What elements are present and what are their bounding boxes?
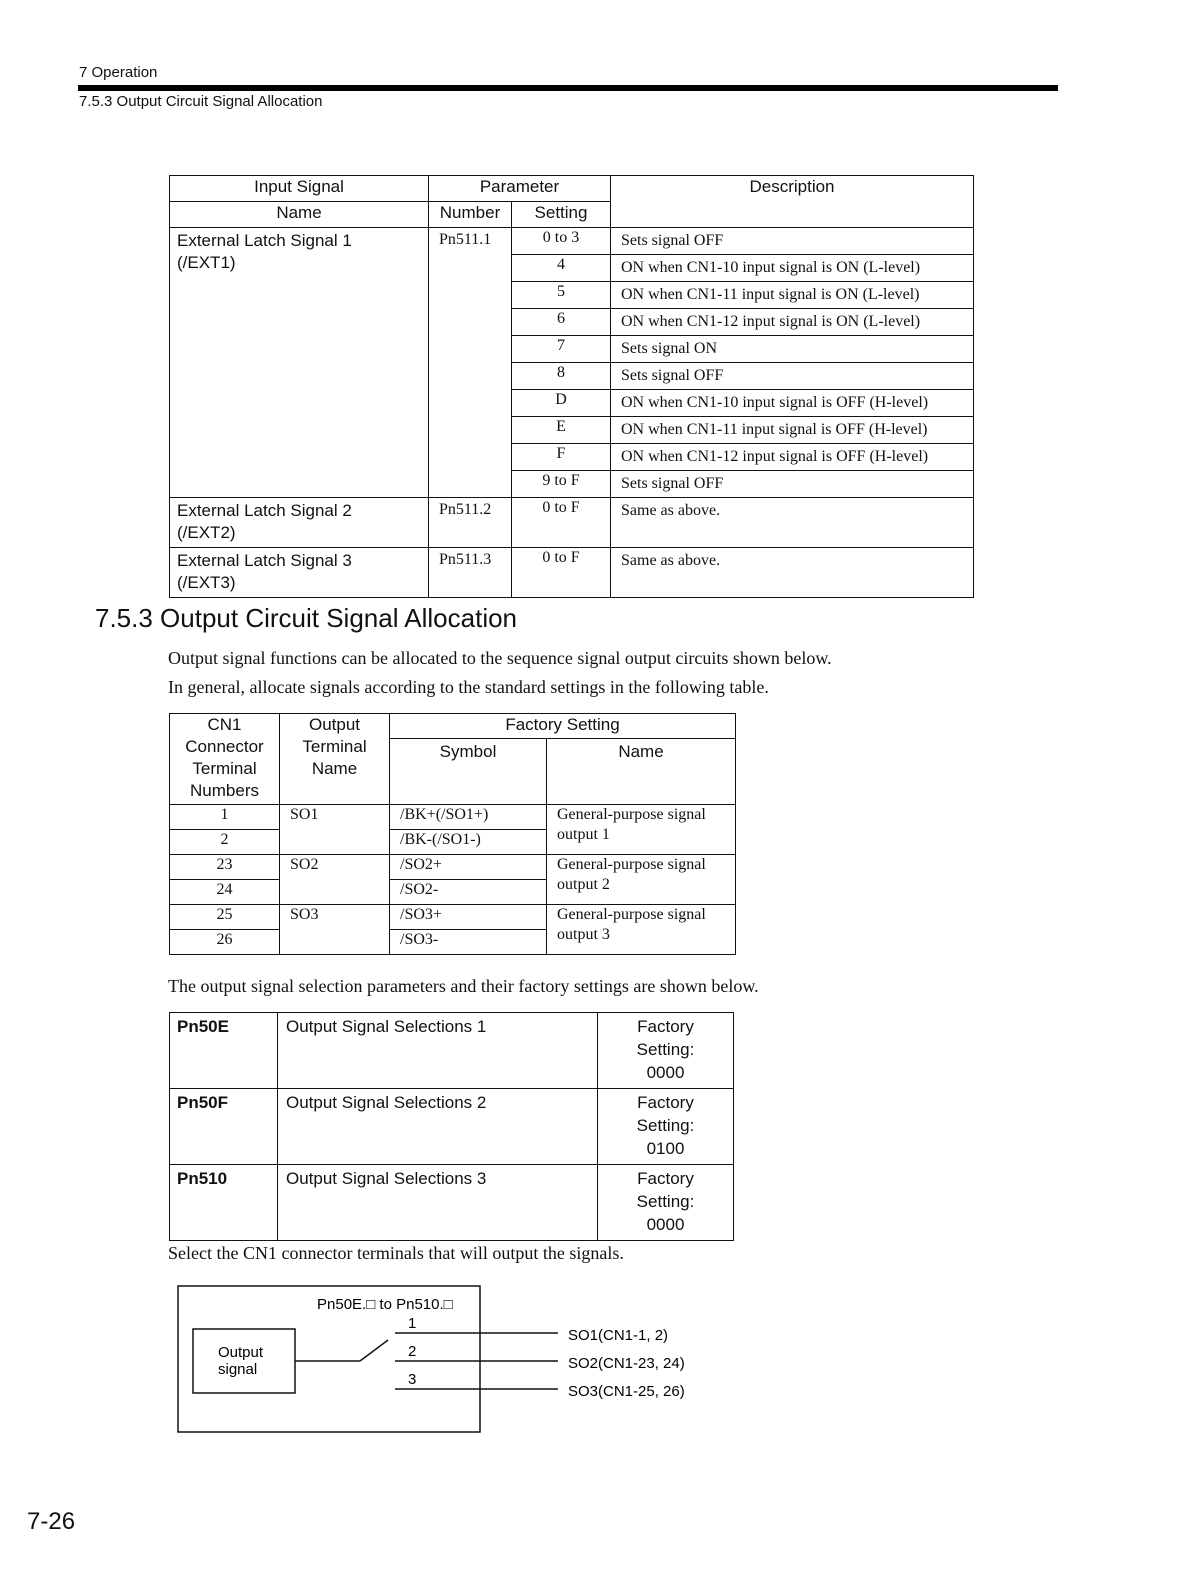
signal-name	[547, 905, 736, 955]
ext1-description: ON when CN1-10 input signal is OFF (H-level)	[611, 390, 974, 417]
ext1-setting: 5	[512, 282, 611, 309]
factory-setting	[598, 1013, 734, 1089]
diagram-param-label: Pn50E.□ to Pn510.□	[317, 1296, 453, 1313]
select-terminal-paragraph: Select the CN1 connector terminals that will output the signals.	[168, 1243, 624, 1263]
output-label-2: SO2(CN1-23, 24)	[568, 1355, 685, 1372]
setting-label: Setting:	[636, 1116, 695, 1135]
output-label-1: SO1(CN1-1, 2)	[568, 1327, 669, 1344]
ext3-description: Same as above.	[611, 548, 974, 598]
ext1-name	[170, 228, 429, 498]
ext1-number: Pn511.1	[429, 228, 512, 498]
signal-name-line2: output 3	[557, 926, 610, 943]
factory-value: 0000	[646, 1063, 685, 1082]
param-id: Pn50E	[170, 1013, 278, 1089]
param-id: Pn50F	[170, 1089, 278, 1165]
cn1-pin: 1	[170, 805, 280, 830]
header-cn1-line: Connector	[185, 737, 264, 756]
intro-paragraph-2: In general, allocate signals according to the standard settings in the following table.	[168, 677, 769, 697]
header-symbol: Symbol	[390, 739, 547, 805]
header-description: Description	[611, 176, 974, 228]
header-parameter: Parameter	[429, 176, 611, 202]
ext3-name	[170, 548, 429, 598]
header-output-line: Output	[308, 715, 361, 734]
signal-name	[547, 855, 736, 905]
section-title: 7.5.3 Output Circuit Signal Allocation	[95, 603, 518, 633]
ext2-name	[170, 498, 429, 548]
switch-position-2: 2	[408, 1343, 417, 1360]
ext1-description: ON when CN1-11 input signal is ON (L-level)	[611, 282, 974, 309]
ext3-number: Pn511.3	[429, 548, 512, 598]
switch-position-1: 1	[408, 1315, 417, 1332]
param-description: Output Signal Selections 2	[278, 1089, 598, 1165]
chapter-label: 7 Operation	[79, 64, 158, 81]
cn1-pin: 25	[170, 905, 280, 930]
ext3-name-line2: (/EXT3)	[177, 573, 236, 592]
header-input-signal: Input Signal	[170, 176, 429, 202]
header-number: Number	[429, 202, 512, 228]
ext1-name-line2: (/EXT1)	[177, 253, 236, 272]
signal-name-line1: General-purpose signal	[557, 856, 706, 873]
header-cn1-terminal	[170, 714, 280, 805]
ext1-setting: 8	[512, 363, 611, 390]
signal-symbol: /BK-(/SO1-)	[390, 830, 547, 855]
ext1-description: ON when CN1-12 input signal is ON (L-level)	[611, 309, 974, 336]
factory-label: Factory	[637, 1169, 694, 1188]
parameter-paragraph: The output signal selection parameters and their factory settings are shown below.	[168, 976, 759, 996]
ext1-name-line1: External Latch Signal 1	[177, 231, 352, 250]
signal-name-line1: General-purpose signal	[557, 906, 706, 923]
ext1-setting: E	[512, 417, 611, 444]
signal-name-line1: General-purpose signal	[557, 806, 706, 823]
ext1-description: ON when CN1-10 input signal is ON (L-level)	[611, 255, 974, 282]
page-number: 7-26	[27, 1508, 76, 1535]
setting-label: Setting:	[636, 1192, 695, 1211]
param-description: Output Signal Selections 3	[278, 1165, 598, 1241]
switch-position-3: 3	[408, 1371, 417, 1388]
signal-symbol: /SO3-	[390, 930, 547, 955]
signal-symbol: /SO2+	[390, 855, 547, 880]
cn1-pin: 2	[170, 830, 280, 855]
ext1-description: Sets signal OFF	[611, 471, 974, 498]
factory-setting	[598, 1165, 734, 1241]
header-cn1-line: Numbers	[190, 781, 259, 800]
header-name: Name	[170, 202, 429, 228]
header-cn1-line: Terminal	[192, 759, 257, 778]
factory-label: Factory	[637, 1093, 694, 1112]
signal-symbol: /SO2-	[390, 880, 547, 905]
param-description: Output Signal Selections 1	[278, 1013, 598, 1089]
signal-name-line2: output 2	[557, 876, 610, 893]
block-label-line2: signal	[218, 1361, 258, 1378]
factory-value: 0000	[646, 1215, 685, 1234]
output-label-3: SO3(CN1-25, 26)	[568, 1383, 685, 1400]
ext1-description: Sets signal ON	[611, 336, 974, 363]
header-factory-name: Name	[547, 739, 736, 805]
output-terminal-name: SO2	[280, 855, 390, 905]
cn1-pin: 24	[170, 880, 280, 905]
signal-name	[547, 805, 736, 855]
block-label-line1: Output	[218, 1344, 264, 1361]
signal-selector-diagram	[170, 1285, 710, 1440]
input-signal-table	[169, 175, 974, 598]
section-label: 7.5.3 Output Circuit Signal Allocation	[79, 93, 323, 110]
output-terminal-name: SO1	[280, 805, 390, 855]
ext1-description: ON when CN1-12 input signal is OFF (H-level)	[611, 444, 974, 471]
ext1-setting: F	[512, 444, 611, 471]
factory-setting	[598, 1089, 734, 1165]
header-factory-setting: Factory Setting	[390, 714, 736, 739]
ext3-setting: 0 to F	[512, 548, 611, 598]
header-setting: Setting	[512, 202, 611, 228]
signal-symbol: /BK+(/SO1+)	[390, 805, 547, 830]
setting-label: Setting:	[636, 1040, 695, 1059]
switch-arm	[360, 1340, 388, 1361]
ext2-name-line2: (/EXT2)	[177, 523, 236, 542]
ext1-description: Sets signal OFF	[611, 363, 974, 390]
header-cn1-line: CN1	[207, 715, 242, 734]
ext2-setting: 0 to F	[512, 498, 611, 548]
header-output-terminal	[280, 714, 390, 805]
factory-label: Factory	[637, 1017, 694, 1036]
header-rule	[78, 85, 1058, 91]
signal-name-line2: output 1	[557, 826, 610, 843]
ext1-setting: 9 to F	[512, 471, 611, 498]
ext2-name-line1: External Latch Signal 2	[177, 501, 352, 520]
ext1-setting: D	[512, 390, 611, 417]
intro-paragraph-1: Output signal functions can be allocated to the sequence signal output circuits shown below.	[168, 648, 832, 668]
cn1-pin: 23	[170, 855, 280, 880]
param-id: Pn510	[170, 1165, 278, 1241]
ext2-description: Same as above.	[611, 498, 974, 548]
ext1-setting: 7	[512, 336, 611, 363]
factory-value: 0100	[646, 1139, 685, 1158]
ext1-description: Sets signal OFF	[611, 228, 974, 255]
ext3-name-line1: External Latch Signal 3	[177, 551, 352, 570]
header-output-line: Terminal	[302, 737, 367, 756]
output-terminal-name: SO3	[280, 905, 390, 955]
output-terminal-table	[169, 713, 736, 955]
signal-symbol: /SO3+	[390, 905, 547, 930]
ext1-setting: 6	[512, 309, 611, 336]
ext1-setting: 0 to 3	[512, 228, 611, 255]
header-output-line: Name	[311, 759, 358, 778]
ext1-setting: 4	[512, 255, 611, 282]
ext2-number: Pn511.2	[429, 498, 512, 548]
cn1-pin: 26	[170, 930, 280, 955]
ext1-description: ON when CN1-11 input signal is OFF (H-level)	[611, 417, 974, 444]
output-selection-table	[169, 1012, 734, 1241]
